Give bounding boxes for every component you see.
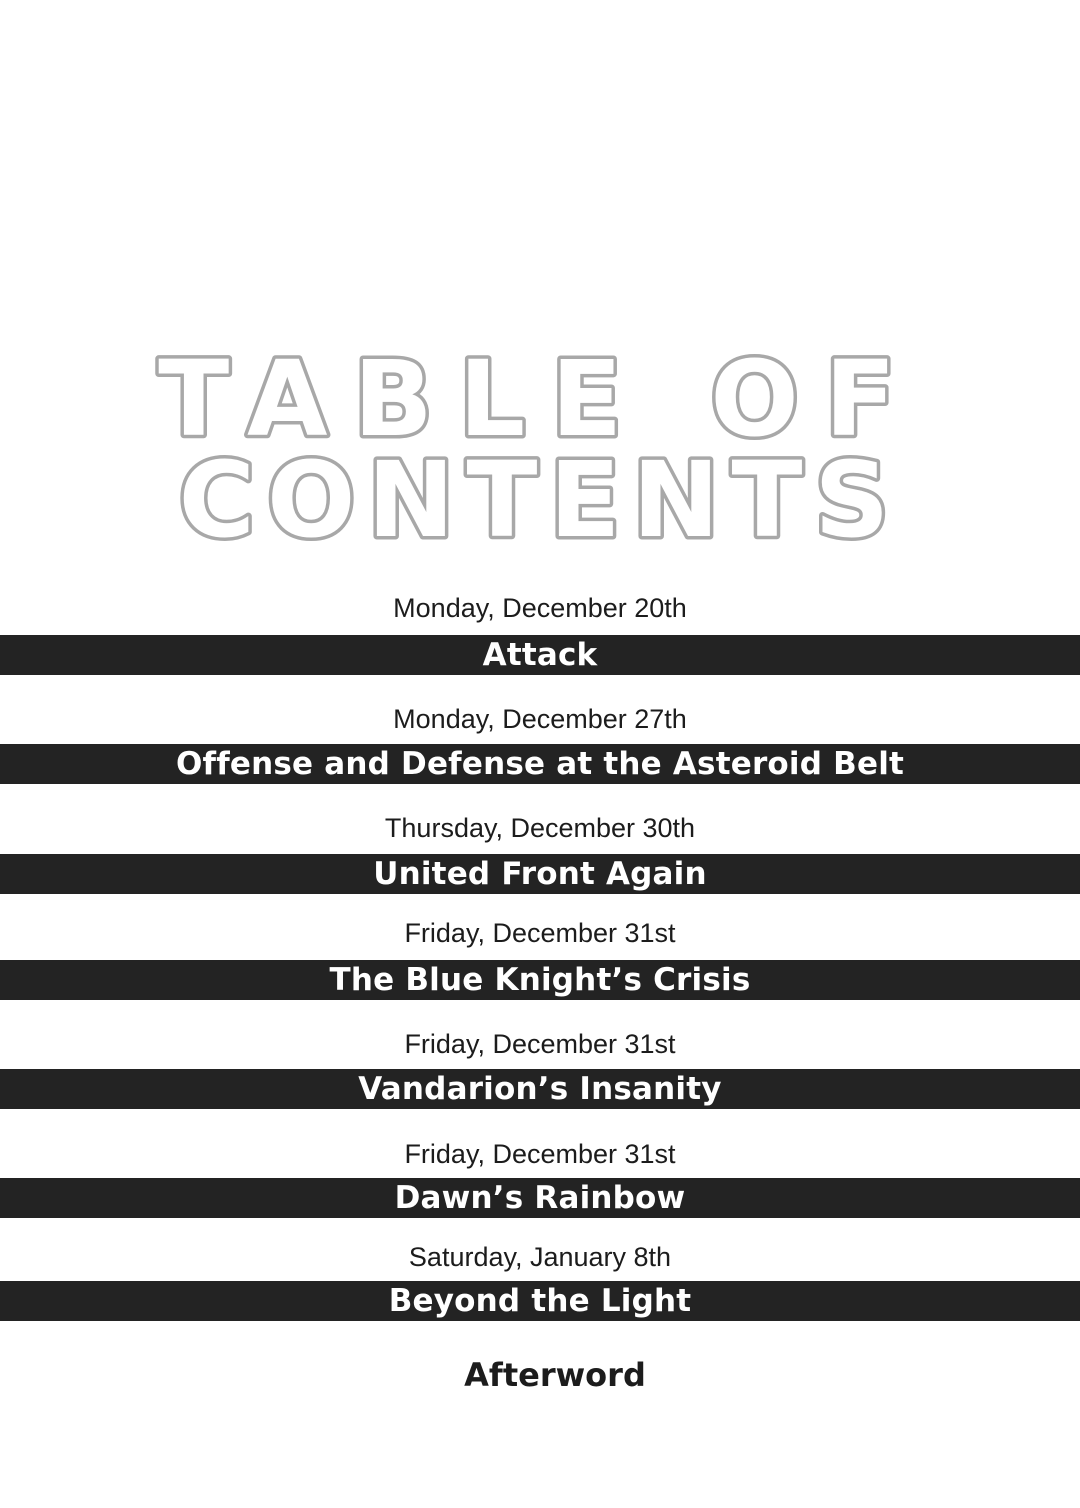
entry-date: Monday, December 27th <box>393 704 687 734</box>
entry-date: Friday, December 31st <box>404 1139 676 1169</box>
toc-heading-line-2: CONTENTS <box>178 439 902 560</box>
entry-title[interactable]: Vandarion’s Insanity <box>358 1071 722 1107</box>
toc-heading <box>0 330 1080 560</box>
entry-title[interactable]: Attack <box>482 637 598 673</box>
toc-heading-line-1: TABLE OF <box>158 338 922 460</box>
entry-title[interactable]: United Front Again <box>373 856 707 892</box>
entry-date: Friday, December 31st <box>404 918 676 948</box>
entry-title[interactable]: Offense and Defense at the Asteroid Belt <box>175 746 905 782</box>
entry-title[interactable]: The Blue Knight’s Crisis <box>329 962 751 998</box>
entry-date: Thursday, December 30th <box>384 813 696 843</box>
entry-title[interactable]: Beyond the Light <box>388 1283 692 1319</box>
entry-date: Friday, December 31st <box>404 1029 676 1059</box>
entry-date: Monday, December 20th <box>393 593 687 623</box>
entry-title[interactable]: Dawn’s Rainbow <box>394 1180 686 1216</box>
afterword-link[interactable]: Afterword <box>464 1356 646 1394</box>
entry-date: Saturday, January 8th <box>408 1242 672 1272</box>
